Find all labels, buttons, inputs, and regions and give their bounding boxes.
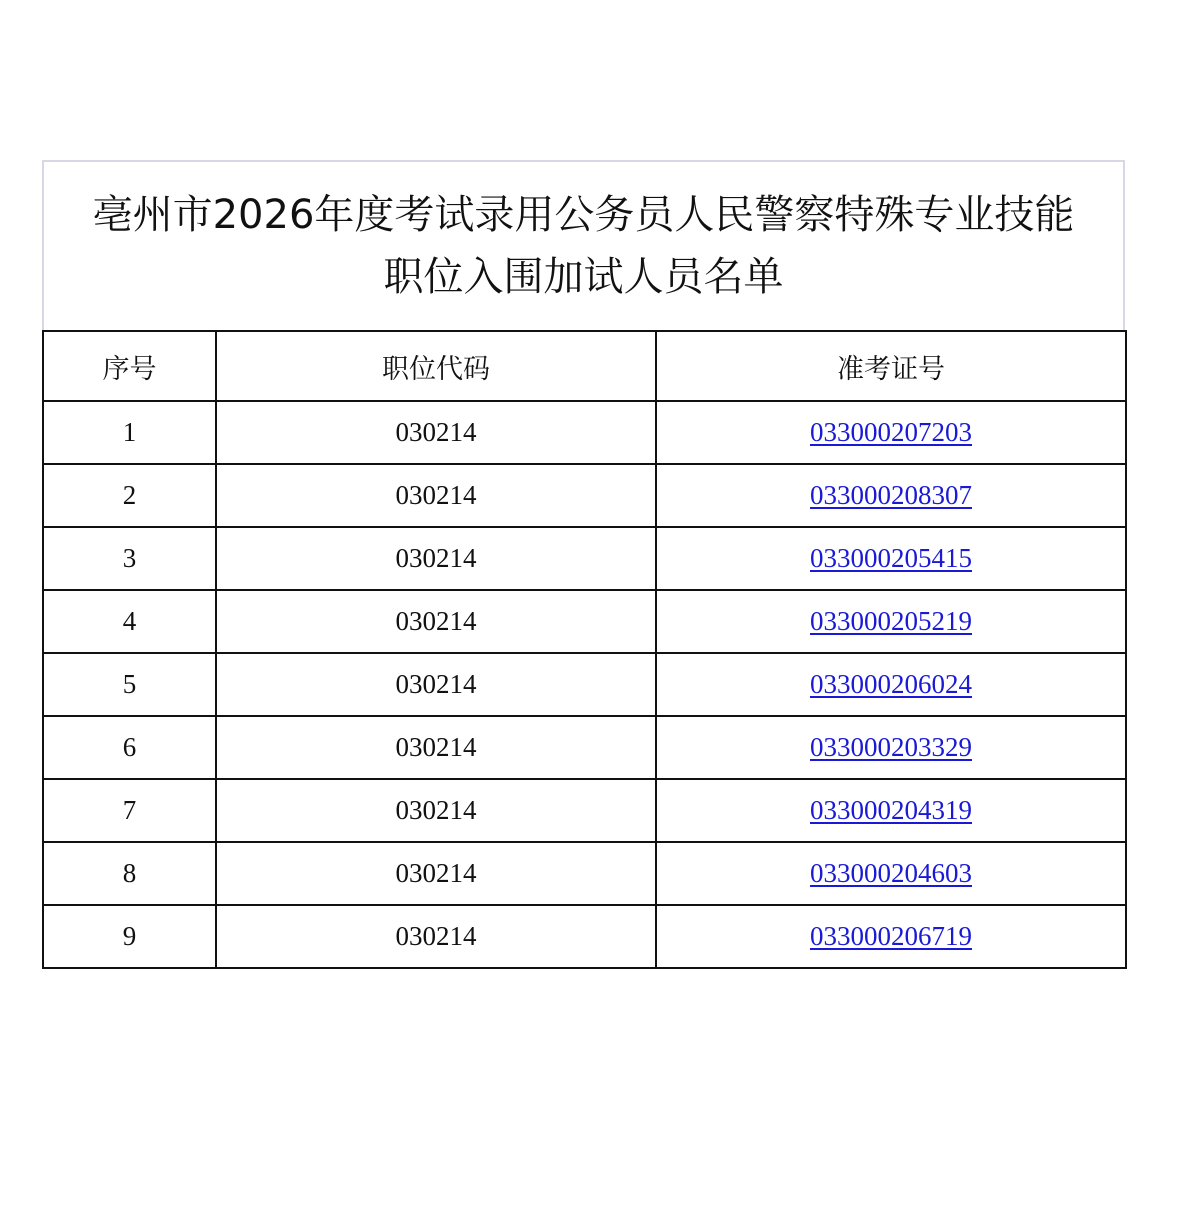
admission-ticket-cell (656, 653, 1126, 716)
header-admission-ticket: 准考证号 (656, 331, 1126, 401)
position-code-cell: 030214 (216, 779, 656, 842)
admission-ticket-link[interactable]: 033000203329 (810, 732, 972, 762)
position-code-cell: 030214 (216, 401, 656, 464)
position-code-cell: 030214 (216, 842, 656, 905)
document-title (42, 160, 1125, 330)
title-line-2: 职位入围加试人员名单 (383, 254, 784, 300)
admission-ticket-cell (656, 527, 1126, 590)
serial-number-cell: 3 (43, 527, 216, 590)
table-row (43, 653, 1126, 716)
table-row (43, 905, 1126, 968)
admission-ticket-cell (656, 464, 1126, 527)
admission-ticket-cell (656, 842, 1126, 905)
header-serial-number: 序号 (43, 331, 216, 401)
admission-ticket-cell (656, 779, 1126, 842)
table-row (43, 464, 1126, 527)
position-code-cell: 030214 (216, 464, 656, 527)
admission-ticket-link[interactable]: 033000205415 (810, 543, 972, 573)
table-row (43, 590, 1126, 653)
header-row (43, 331, 1126, 401)
admission-ticket-link[interactable]: 033000208307 (810, 480, 972, 510)
table-row (43, 779, 1126, 842)
document-sheet (42, 160, 1125, 969)
serial-number-cell: 8 (43, 842, 216, 905)
admission-ticket-cell (656, 905, 1126, 968)
roster-table (42, 330, 1127, 969)
serial-number-cell: 2 (43, 464, 216, 527)
serial-number-cell: 1 (43, 401, 216, 464)
admission-ticket-link[interactable]: 033000205219 (810, 606, 972, 636)
position-code-cell: 030214 (216, 590, 656, 653)
position-code-cell: 030214 (216, 716, 656, 779)
serial-number-cell: 7 (43, 779, 216, 842)
admission-ticket-link[interactable]: 033000204319 (810, 795, 972, 825)
table-row (43, 401, 1126, 464)
serial-number-cell: 6 (43, 716, 216, 779)
table-row (43, 842, 1126, 905)
admission-ticket-link[interactable]: 033000207203 (810, 417, 972, 447)
table-row (43, 527, 1126, 590)
admission-ticket-link[interactable]: 033000204603 (810, 858, 972, 888)
admission-ticket-link[interactable]: 033000206024 (810, 669, 972, 699)
serial-number-cell: 9 (43, 905, 216, 968)
serial-number-cell: 5 (43, 653, 216, 716)
serial-number-cell: 4 (43, 590, 216, 653)
title-line-1: 亳州市2026年度考试录用公务员人民警察特殊专业技能 (92, 192, 1075, 238)
admission-ticket-cell (656, 590, 1126, 653)
table-row (43, 716, 1126, 779)
admission-ticket-cell (656, 401, 1126, 464)
admission-ticket-link[interactable]: 033000206719 (810, 921, 972, 951)
admission-ticket-cell (656, 716, 1126, 779)
position-code-cell: 030214 (216, 527, 656, 590)
position-code-cell: 030214 (216, 905, 656, 968)
position-code-cell: 030214 (216, 653, 656, 716)
header-position-code: 职位代码 (216, 331, 656, 401)
